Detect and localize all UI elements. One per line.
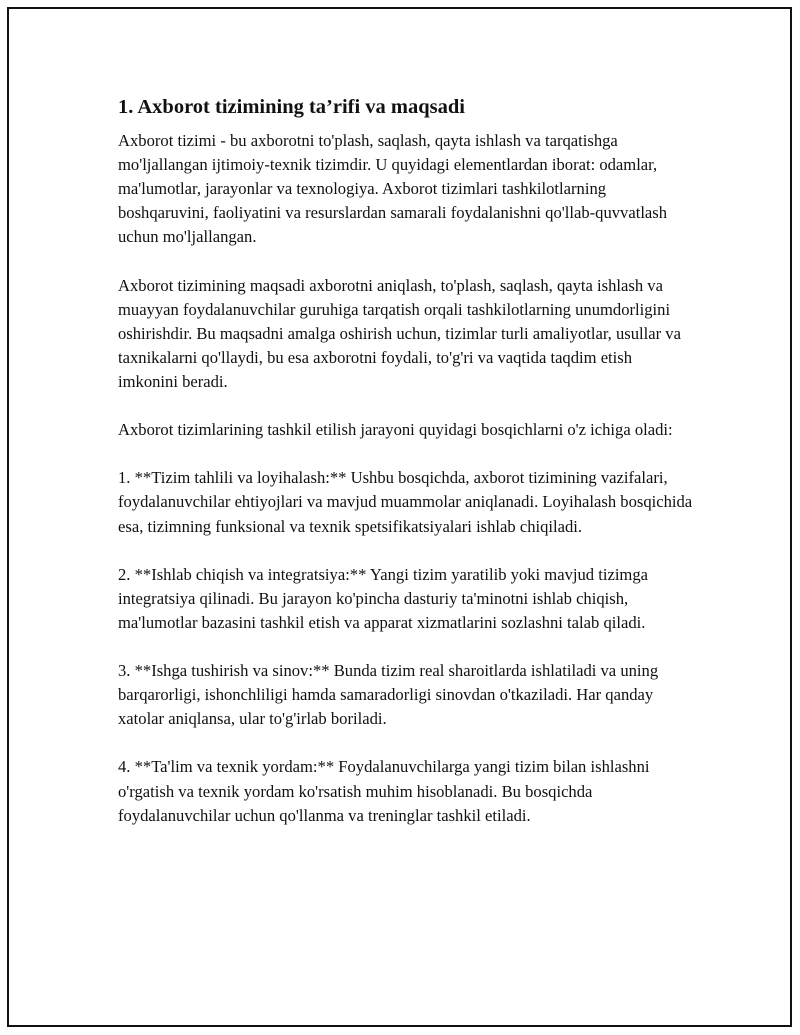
list-item-analysis: 1. **Tizim tahlili va loyihalash:** Ushbu bosqichda, axborot tizimining vazifalari, foydalanuvchilar ehtiyojlari va mavjud muammolar aniqlanadi. Loyihalash bosqichida esa, tizimning funksional va texnik spetsifikatsiyalari ishlab chiqiladi. [118,468,693,536]
paragraph-stages-intro: Axborot tizimlarining tashkil etilish jarayoni quyidagi bosqichlarni o'z ichiga oladi: [118,420,673,440]
list-item-launch: 3. **Ishga tushirish va sinov:** Bunda tizim real sharoitlarda ishlatiladi va uning barqarorligi, ishonchliligi hamda samaradorligi sinovdan o'tkaziladi. Har qanday xatolar aniqlansa, ular to'g'irlab boriladi. [118,661,659,729]
document-title: 1. Axborot tizimining ta’rifi va maqsadi [118,96,465,118]
document-body [118,94,693,852]
paragraph-definition: Axborot tizimi - bu axborotni to'plash, saqlash, qayta ishlash va tarqatishga mo'ljallangan ijtimoiy-texnik tizimdir. U quyidagi elementlardan iborat: odamlar, ma'lumotlar, jarayonlar va texnologiya. Axborot tizimlari tashkilotlarning boshqaruvini, faoliyatini va resurslardan samarali foydalanishni qo'llab-quvvatlash uchun mo'ljallangan. [118,131,668,247]
list-item-development: 2. **Ishlab chiqish va integratsiya:** Yangi tizim yaratilib yoki mavjud tizimga integratsiya qilinadi. Bu jarayon ko'pincha dasturiy ta'minotni ishlab chiqish, ma'lumotlar bazasini tashkil etish va apparat xizmatlarini sozlashni talab qiladi. [118,564,648,632]
paragraph-purpose: Axborot tizimining maqsadi axborotni aniqlash, to'plash, saqlash, qayta ishlash va muayyan foydalanuvchilar guruhiga tarqatish orqali tashkilotlarning unumdorligini oshirishdir. Bu maqsadni amalga oshirish uchun, tizimlar turli amaliyotlar, usullar va taxnikalarni qo'llaydi, bu esa axborotni foydali, to'g'ri va vaqtida taqdim etish imkonini beradi. [118,275,681,391]
list-item-training: 4. **Ta'lim va texnik yordam:** Foydalanuvchilarga yangi tizim bilan ishlashni o'rgatish va texnik yordam ko'rsatish muhim hisoblanadi. Bu bosqichda foydalanuvchilar uchun qo'llanma va treninglar tashkil etiladi. [118,757,650,825]
